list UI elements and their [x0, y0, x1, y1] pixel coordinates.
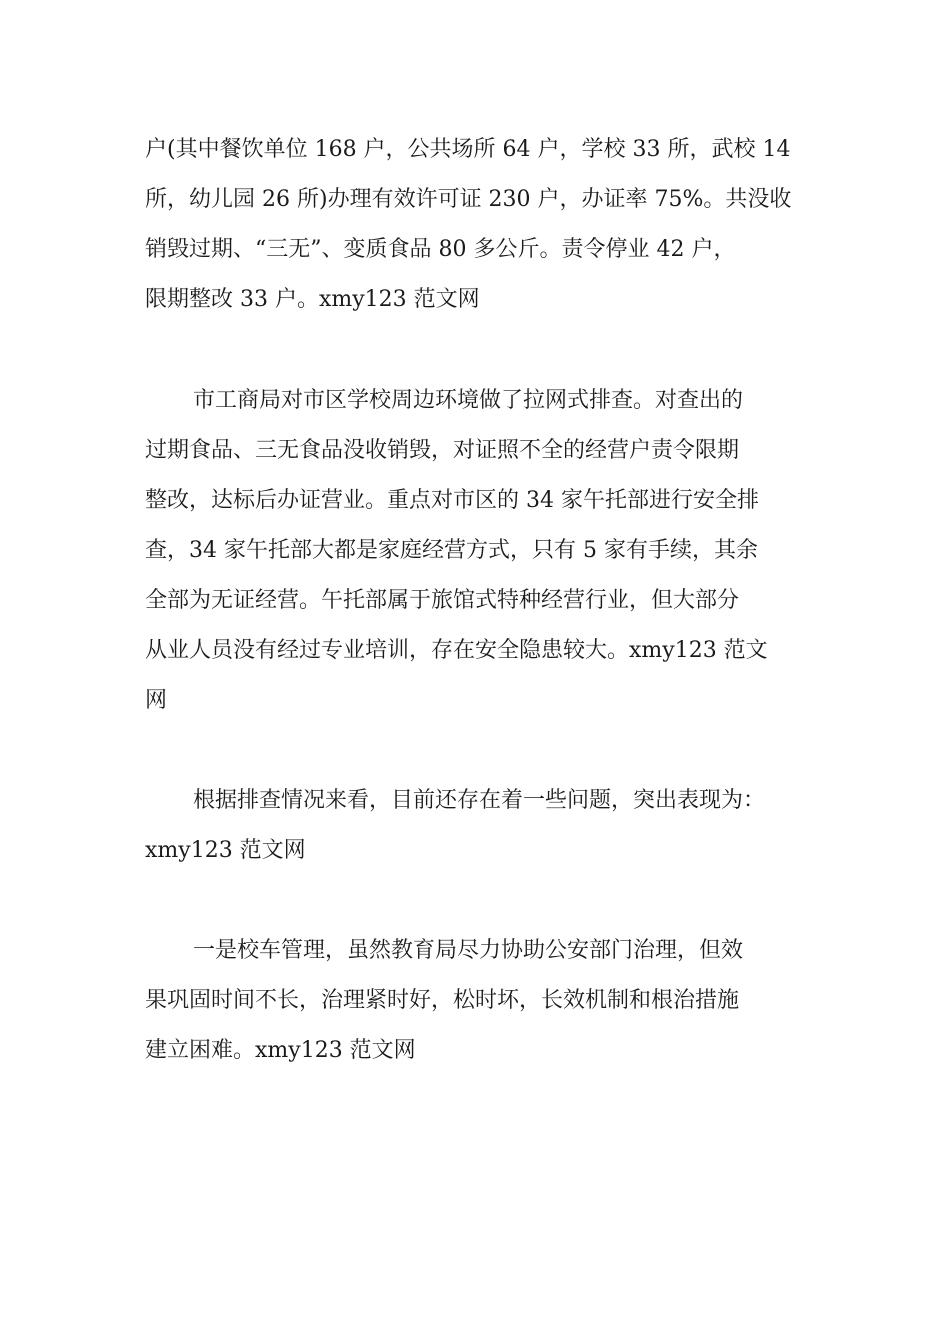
paragraph-4-line-2: 果巩固时间不长，治理紧时好，松时坏，长效机制和根治措施 [145, 988, 740, 1013]
paragraph-2-line-7: 网 [145, 688, 168, 713]
paragraph-2-line-4: 查，34 家午托部大都是家庭经营方式，只有 5 家有手续，其余 [145, 538, 758, 563]
paragraph-3-line-1: 根据排查情况来看，目前还存在着一些问题，突出表现为： [193, 788, 766, 813]
paragraph-1-line-4: 限期整改 33 户。xmy123 范文网 [145, 287, 480, 312]
paragraph-2-line-6: 从业人员没有经过专业培训，存在安全隐患较大。xmy123 范文 [145, 638, 768, 663]
paragraph-2-line-2: 过期食品、三无食品没收销毁，对证照不全的经营户责令限期 [145, 438, 740, 463]
paragraph-2-line-5: 全部为无证经营。午托部属于旅馆式特种经营行业，但大部分 [145, 588, 740, 613]
paragraph-1-line-2: 所，幼儿园 26 所)办理有效许可证 230 户，办证率 75%。共没收 [145, 187, 792, 212]
paragraph-4-line-3: 建立困难。xmy123 范文网 [145, 1038, 416, 1063]
paragraph-1-line-1: 户(其中餐饮单位 168 户，公共场所 64 户，学校 33 所，武校 14 [145, 137, 791, 162]
paragraph-4-line-1: 一是校车管理，虽然教育局尽力协助公安部门治理，但效 [193, 938, 744, 963]
paragraph-1-line-3: 销毁过期、“三无”、变质食品 80 多公斤。责令停业 42 户， [145, 237, 736, 262]
paragraph-2-line-1: 市工商局对市区学校周边环境做了拉网式排查。对查出的 [193, 388, 744, 413]
paragraph-3-line-2: xmy123 范文网 [145, 838, 306, 863]
paragraph-2-line-3: 整改，达标后办证营业。重点对市区的 34 家午托部进行安全排 [145, 488, 759, 513]
